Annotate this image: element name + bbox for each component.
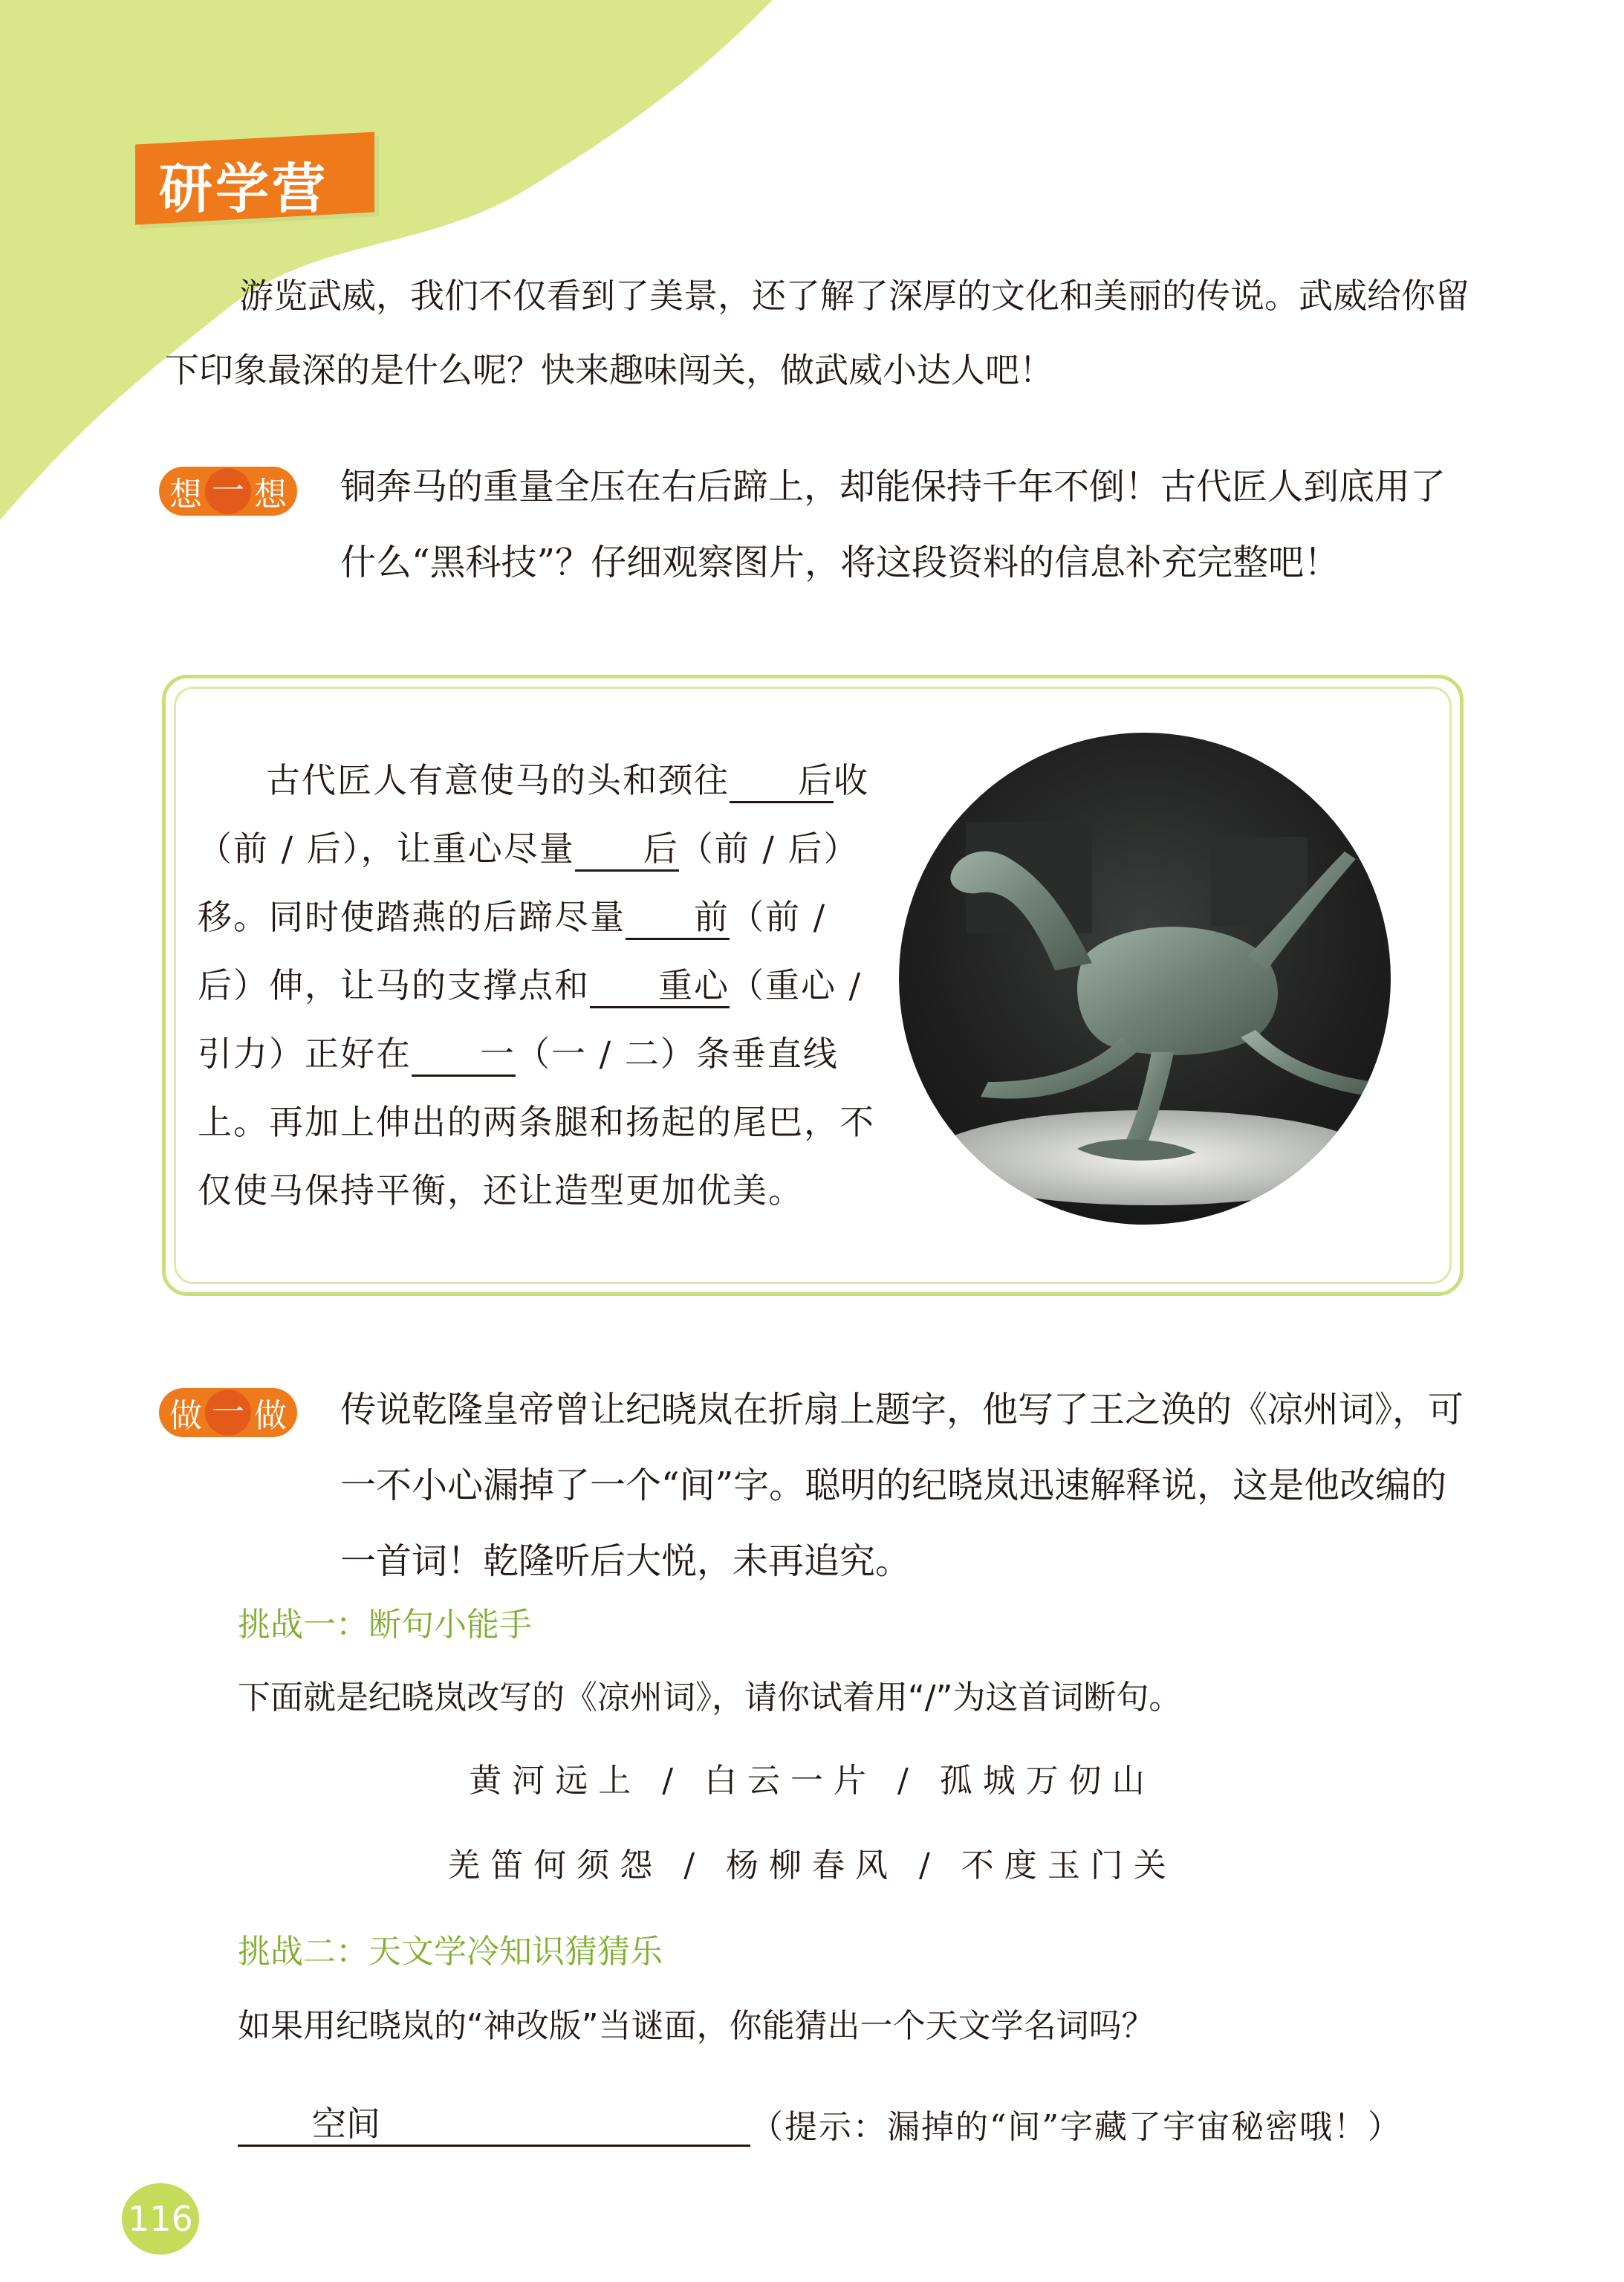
material-text-part: （前 / 后）移。同时使踏燕的后蹄尽量 <box>198 829 860 937</box>
do-prompt: 传说乾隆皇帝曾让纪晓岚在折扇上题字，他写了王之涣的《凉州词》，可一不小心漏掉了一个“间”字。聪明的纪晓岚迅速解释说，这是他改编的一首词！乾隆听后大悦，未再追究。 <box>340 1389 1464 1582</box>
fill-blank-4: 重心 <box>590 965 730 1008</box>
section-title: 研学营 <box>159 158 329 220</box>
think-badge <box>159 467 297 516</box>
fill-blank-3: 前 <box>626 896 730 940</box>
material-text-part: （一 / 二）条垂直线上。再加上伸出的两条腿和扬起的尾巴，不仅使马保持平衡，还让造型更加优美。 <box>198 1034 875 1210</box>
do-badge <box>159 1388 297 1437</box>
answer-text: 空间 <box>312 2104 380 2144</box>
think-badge-left: 想 <box>169 476 202 513</box>
challenge1-instruction: 下面就是纪晓岚改写的《凉州词》，请你试着用“/”为这首词断句。 <box>238 1679 1182 1717</box>
bronze-horse-photo <box>899 733 1391 1225</box>
fill-blank-2: 后 <box>575 828 679 872</box>
poem-line-2: 羌笛何须怨 / 杨柳春风 / 不度玉门关 <box>447 1847 1177 1884</box>
material-text-part: 古代匠人有意使马的头和颈往 <box>266 760 730 800</box>
think-prompt: 铜奔马的重量全压在右后蹄上，却能保持千年不倒！古代匠人到底用了什么“黑科技”？仔细观察图片，将这段资料的信息补充完整吧！ <box>340 466 1446 583</box>
horse-illustration <box>899 733 1391 1225</box>
material-text-part: （重心 / 引力）正好在 <box>198 965 863 1074</box>
challenge2-instruction: 如果用纪晓岚的“神改版”当谜面，你能猜出一个天文学名词吗？ <box>238 2007 1154 2045</box>
page-number: 116 <box>122 2183 199 2255</box>
material-text <box>198 746 889 1225</box>
fill-blank-1: 后 <box>730 759 834 803</box>
material-text-part: （前 / 后）伸，让马的支撑点和 <box>198 897 827 1005</box>
hint-text: （提示：漏掉的“间”字藏了宇宙秘密哦！） <box>750 2108 1402 2146</box>
do-badge-mid: 一 <box>205 1390 251 1436</box>
do-badge-right: 做 <box>254 1397 287 1435</box>
do-badge-left: 做 <box>169 1397 202 1435</box>
challenge2-title: 挑战二：天文学冷知识猜猜乐 <box>238 1933 663 1971</box>
intro-paragraph: 游览武威，我们不仅看到了美景，还了解了深厚的文化和美丽的传说。武威给你留下印象最深的是什么呢？快来趣味闯关，做武威小达人吧！ <box>165 276 1469 390</box>
think-badge-mid: 一 <box>205 468 251 514</box>
challenge1-title: 挑战一：断句小能手 <box>238 1606 532 1644</box>
think-badge-right: 想 <box>254 476 287 513</box>
material-text-part: 收（前 / 后），让重心尽量 <box>198 760 869 869</box>
fill-blank-5: 一 <box>412 1033 516 1077</box>
poem-line-1: 黄河远上 / 白云一片 / 孤城万仞山 <box>469 1762 1155 1800</box>
